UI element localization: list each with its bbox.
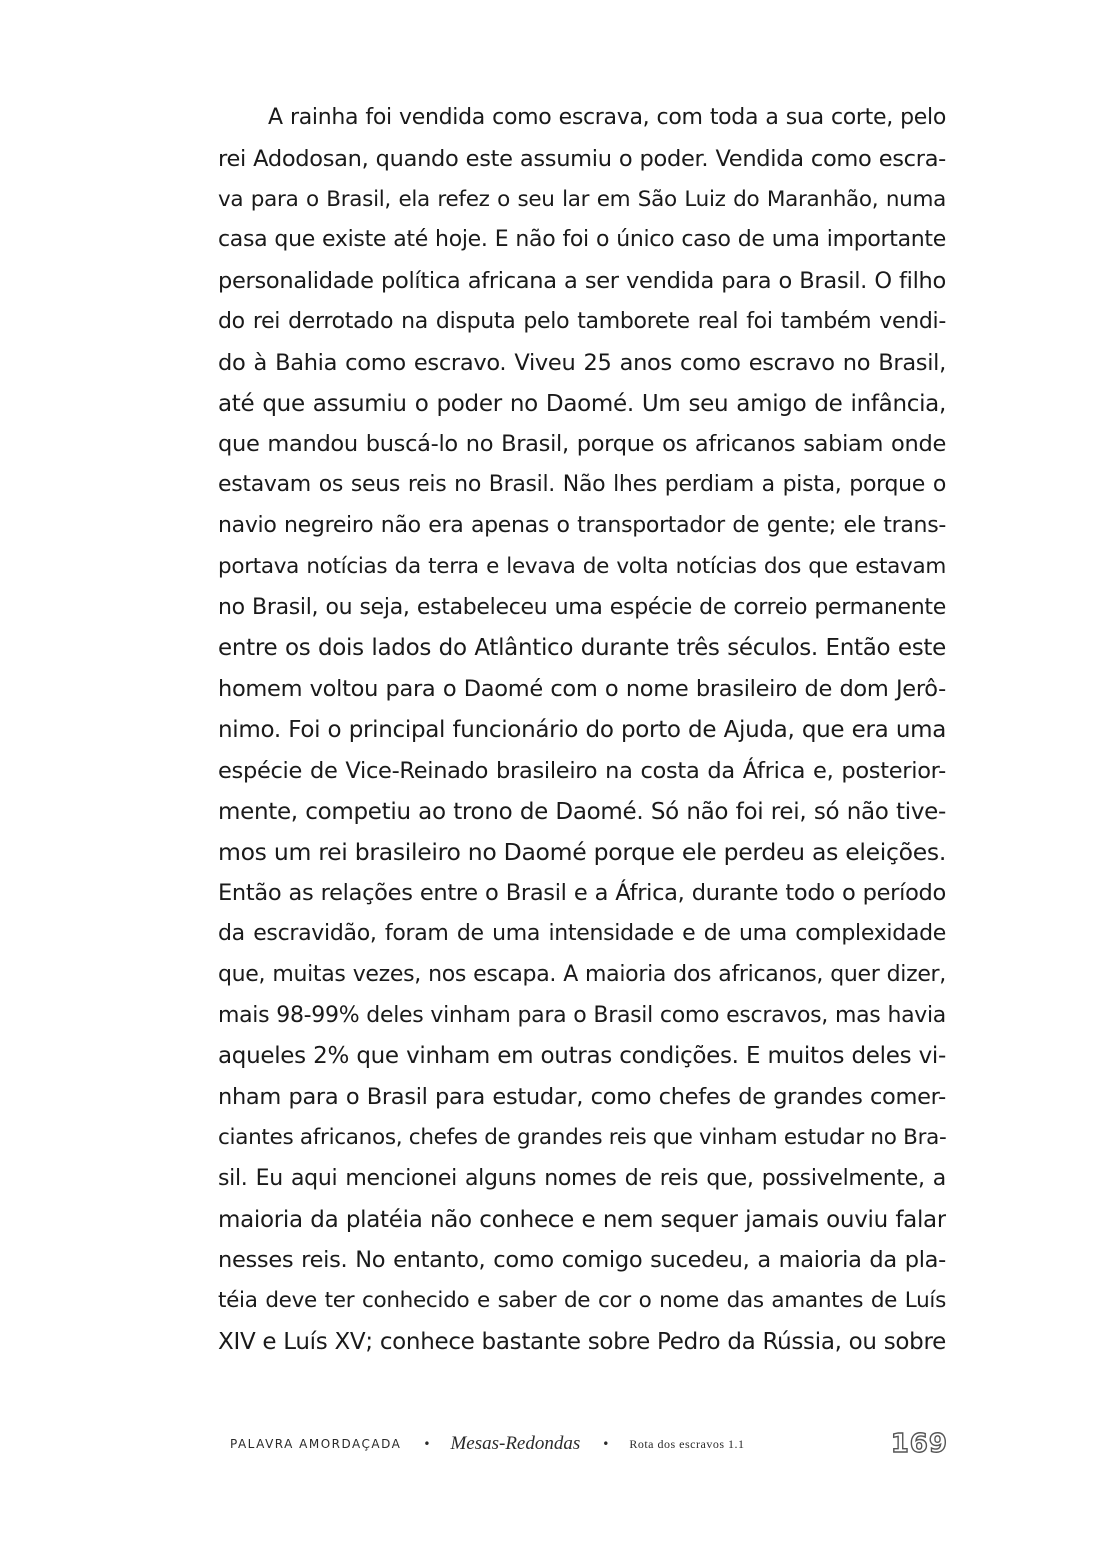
body-text-line: mente, competiu ao trono de Daomé. Só não foi rei, só não tive- — [218, 798, 946, 825]
body-text-line: homem voltou para o Daomé com o nome brasileiro de dom Jerô- — [218, 676, 946, 703]
body-text-line: ciantes africanos, chefes de grandes reis que vinham estudar no Bra- — [218, 1124, 946, 1150]
footer-separator: • — [602, 1437, 610, 1451]
body-text-line: até que assumiu o poder no Daomé. Um seu amigo de infância, — [218, 390, 946, 417]
body-text-line: do rei derrotado na disputa pelo tamborete real foi também vendi- — [218, 308, 946, 334]
body-text-line: téia deve ter conhecido e saber de cor o nome das amantes de Luís — [218, 1288, 946, 1314]
body-text-line: mais 98-99% deles vinham para o Brasil como escravos, mas havia — [218, 1002, 946, 1028]
body-text-line: A rainha foi vendida como escrava, com toda a sua corte, pelo — [268, 105, 946, 130]
body-text-line: estavam os seus reis no Brasil. Não lhes perdiam a pista, porque o — [218, 472, 946, 498]
body-text-line: nimo. Foi o principal funcionário do porto de Ajuda, que era uma — [218, 716, 946, 743]
body-text-line: casa que existe até hoje. E não foi o único caso de uma importante — [218, 227, 946, 253]
footer-section-title: Mesas-Redondas — [450, 1433, 581, 1454]
body-text-line: nham para o Brasil para estudar, como chefes de grandes comer- — [218, 1084, 946, 1111]
body-text-line: Então as relações entre o Brasil e a África, durante todo o período — [218, 880, 946, 907]
body-text-line: XIV e Luís XV; conhece bastante sobre Pedro da Rússia, ou sobre — [218, 1328, 946, 1355]
body-text-line: no Brasil, ou seja, estabeleceu uma espécie de correio permanente — [218, 594, 946, 620]
body-text-line: va para o Brasil, ela refez o seu lar em São Luiz do Maranhão, numa — [218, 186, 946, 212]
body-text-line: personalidade política africana a ser vendida para o Brasil. O filho — [218, 268, 946, 295]
body-text-line: espécie de Vice-Reinado brasileiro na costa da África e, posterior- — [218, 757, 946, 784]
body-text-line: que mandou buscá-lo no Brasil, porque os africanos sabiam onde — [218, 431, 946, 458]
body-text-line: entre os dois lados do Atlântico durante três séculos. Então este — [218, 635, 946, 662]
running-footer — [230, 1428, 948, 1460]
footer-separator: • — [423, 1437, 431, 1451]
page-number: 169 — [890, 1429, 948, 1459]
body-text-line: nesses reis. No entanto, como comigo sucedeu, a maioria da pla- — [218, 1247, 946, 1274]
body-text-line: maioria da platéia não conhece e nem sequer jamais ouviu falar — [218, 1206, 946, 1233]
footer-book-title: PALAVRA AMORDAÇADA — [230, 1437, 402, 1451]
body-text-line: da escravidão, foram de uma intensidade e de uma complexidade — [218, 920, 946, 946]
body-text-line: do à Bahia como escravo. Viveu 25 anos como escravo no Brasil, — [218, 349, 946, 376]
body-text-line: portava notícias da terra e levava de volta notícias dos que estavam — [218, 553, 946, 579]
body-text-line: aqueles 2% que vinham em outras condições. E muitos deles vi- — [218, 1043, 946, 1070]
body-text-line: mos um rei brasileiro no Daomé porque ele perdeu as eleições. — [218, 838, 946, 867]
footer-chapter-title: Rota dos escravos 1.1 — [629, 1436, 745, 1451]
body-text-line: que, muitas vezes, nos escapa. A maioria dos africanos, quer dizer, — [218, 961, 946, 987]
body-text-line: sil. Eu aqui mencionei alguns nomes de reis que, possivelmente, a — [218, 1165, 946, 1191]
body-text-line: rei Adodosan, quando este assumiu o poder. Vendida como escra- — [218, 145, 946, 172]
page-body-text — [218, 98, 946, 1363]
body-text-line: navio negreiro não era apenas o transportador de gente; ele trans- — [218, 512, 946, 538]
